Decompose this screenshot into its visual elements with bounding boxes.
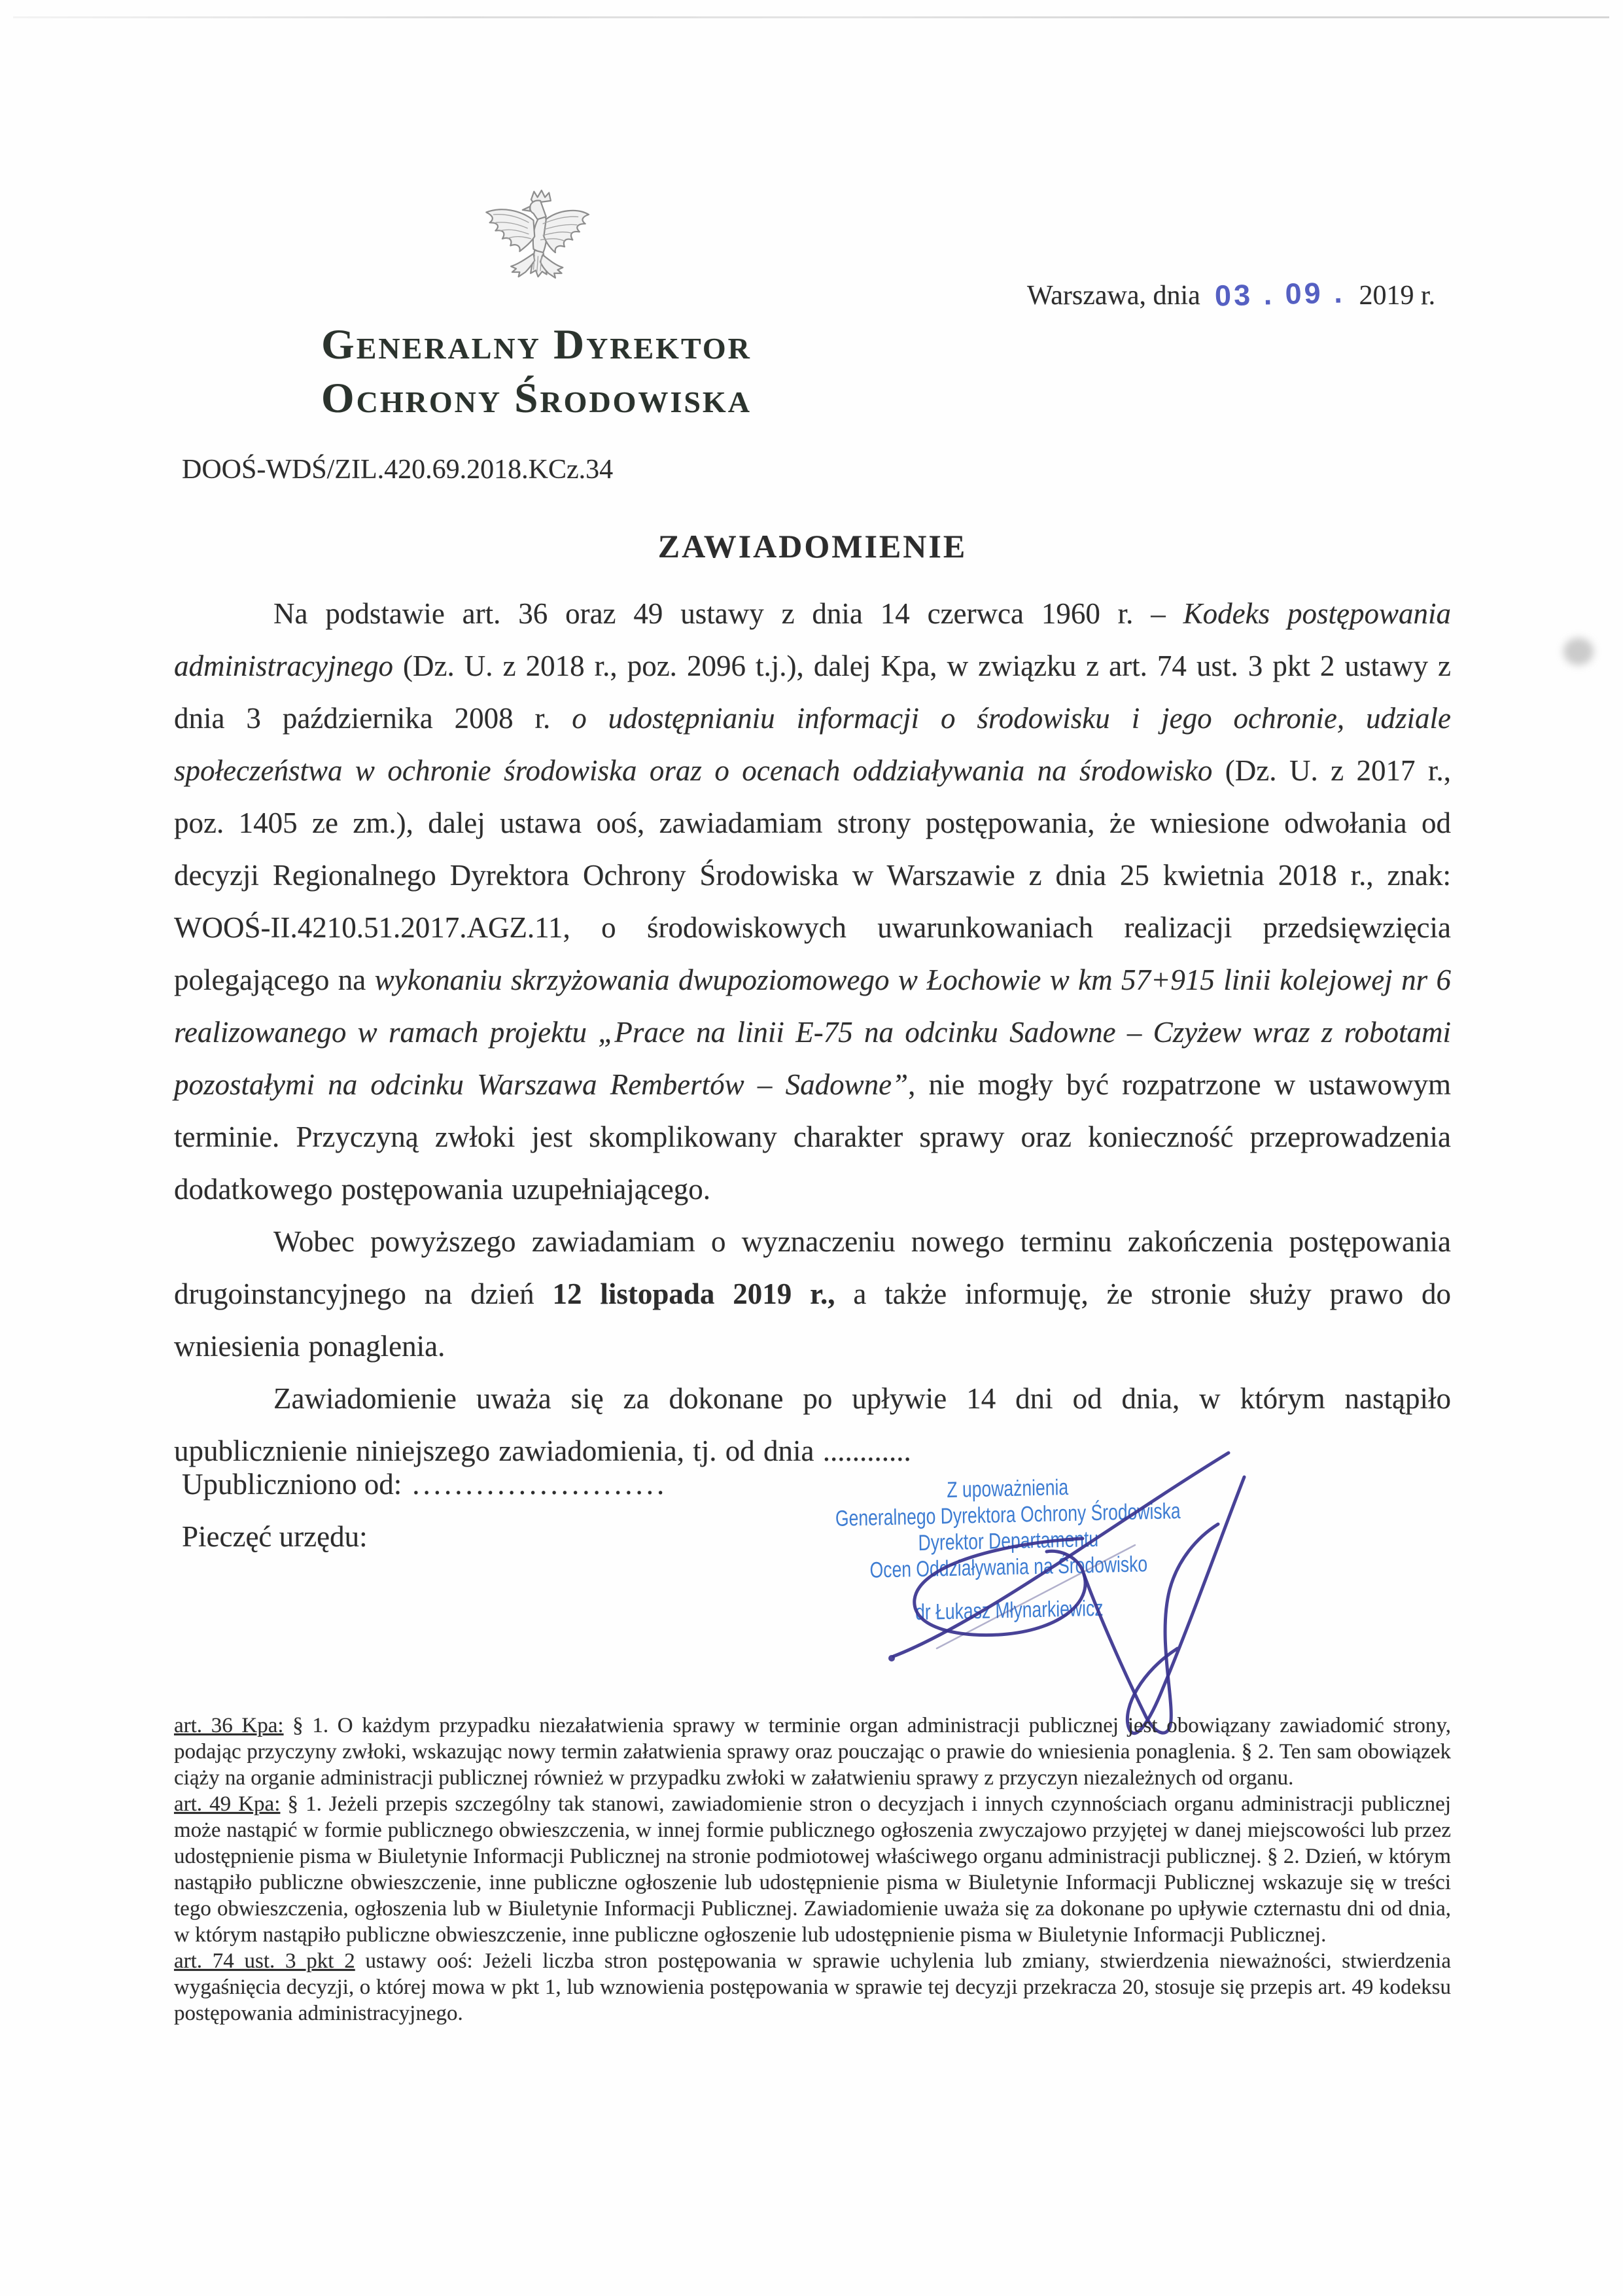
stamp-line-authority: Generalnego Dyrektora Ochrony Środowiska xyxy=(835,1499,1181,1531)
footnote-art74: art. 74 ust. 3 pkt 2 ustawy ooś: Jeżeli liczba stron postępowania w sprawie uchylenia lub zmiany, stwierdzenia nieważności, stwierdzenia wygaśnięcia decyzji, o której mowa w pkt 1, lub wznowienia postępowania w sprawie tej decyzji przekracza 20, stosuje się przepis art. 49 kodeksu postępowania administracyjnego. xyxy=(174,1949,1452,2025)
paragraph-new-deadline: Wobec powyższego zawiadamiam o wyznaczeniu nowego terminu zakończenia postępowania drugoinstancyjnego na dzień 12 listopada 2019 r., a także informuję, że stronie służy prawo do wniesienia ponaglenia. xyxy=(174,1225,1451,1363)
stamp-line-role: Dyrektor Departamentu xyxy=(918,1526,1099,1556)
published-from-line xyxy=(182,1467,667,1501)
published-from-label: Upubliczniono od: xyxy=(182,1468,402,1501)
date-stamp: 03 . 09 . xyxy=(1214,275,1346,313)
letterhead xyxy=(170,318,903,425)
polish-eagle-emblem xyxy=(478,186,593,301)
date-year: 2019 r. xyxy=(1359,281,1436,311)
footnote-art49: art. 49 Kpa: § 1. Jeżeli przepis szczególny tak stanowi, zawiadomienie stron o decyzjach i innych czynnościach organu administracji publicznej może nastąpić w formie publicznego obwieszczenia, w innej formie publicznego ogłoszenia zwyczajowo przyjętej w danej miejscowości lub przez udostępnienie pisma w Biuletynie Informacji Publicznej na stronie podmiotowej właściwego organu administracji publicznej. § 2. Dzień, w którym nastąpiło publiczne obwieszczenie, inne publiczne ogłoszenie lub udostępnienie pisma w Biuletynie Informacji Publicznej wskazuje się w treści tego obwieszczenia, ogłoszenia lub w Biuletynie Informacji Publicznej. Zawiadomienie uważa się za dokonane po upływie czternastu dni od dnia, w którym nastąpiło publiczne obwieszczenie, inne publiczne ogłoszenie lub udostępnienie pisma w Biuletynie Informacji Publicznej. xyxy=(174,1792,1452,1947)
signer-name: dr Łukasz Młynarkiewicz xyxy=(915,1595,1104,1626)
eagle-beak xyxy=(523,207,530,211)
reference-number: DOOŚ-WDŚ/ZIL.420.69.2018.KCz.34 xyxy=(182,455,614,485)
stamp-line-authorization: Z upoważnienia xyxy=(947,1474,1069,1503)
date-line xyxy=(1027,277,1435,311)
scan-artifact-line xyxy=(13,16,1609,18)
fill-in-dots: ........................ xyxy=(412,1468,668,1501)
seal-label: Pieczęć urzędu: xyxy=(182,1520,368,1553)
footnote-art36: art. 36 Kpa: § 1. O każdym przypadku niezałatwienia sprawy w terminie organ administracji publicznej jest obowiązany zawiadomić strony, podając przyczyny zwłoki, wskazując nowy termin załatwienia sprawy oraz pouczając o prawie do wniesienia ponaglenia. § 2. Ten sam obowiązek ciąży na organie administracji publicznej również w przypadku zwłoki w załatwieniu sprawy z przyczyn niezależnych od organu. xyxy=(174,1714,1451,1790)
paragraph-delivery-rule: Zawiadomienie uważa się za dokonane po upływie 14 dni od dnia, w którym nastąpiło upublicznienie niniejszego zawiadomienia, tj. od dnia ............ xyxy=(174,1382,1451,1467)
document-body xyxy=(174,587,1451,1477)
scan-artifact-smudge xyxy=(1563,638,1594,665)
paragraph-legal-basis: Na podstawie art. 36 oraz 49 ustawy z dnia 14 czerwca 1960 r. – Kodeks postępowania administracyjnego (Dz. U. z 2018 r., poz. 2096 t.j.), dalej Kpa, w związku z art. 74 ust. 3 pkt 2 ustawy z dnia 3 października 2008 r. o udostępnianiu informacji o środowisku i jego ochronie, udziale społeczeństwa w ochronie środowiska oraz o ocenach oddziaływania na środowisko (Dz. U. z 2017 r., poz. 1405 ze zm.), dalej ustawa ooś, zawiadamiam strony postępowania, że wniesione odwołania od decyzji Regionalnego Dyrektora Ochrony Środowiska w Warszawie z dnia 25 kwietnia 2018 r., znak: WOOŚ-II.4210.51.2017.AGZ.11, o środowiskowych uwarunkowaniach realizacji przedsięwzięcia polegającego na wykonaniu skrzyżowania dwupoziomowego w Łochowie w km 57+915 linii kolejowej nr 6 realizowanego w ramach projektu „Prace na linii E-75 na odcinku Sadowne – Czyżew wraz z robotami pozostałymi na odcinku Warszawa Rembertów – Sadowne”, nie mogły być rozpatrzone w ustawowym terminie. Przyczyną zwłoki jest skomplikowany charakter sprawy oraz konieczność przeprowadzenia dodatkowego postępowania uzupełniającego. xyxy=(174,597,1452,1206)
eagle-right-leg xyxy=(540,255,563,278)
footnotes xyxy=(174,1713,1451,2026)
document-title: ZAWIADOMIENIE xyxy=(657,528,968,565)
letterhead-line2: Ochrony Środowiska xyxy=(321,375,752,422)
stamp-line-department: Ocen Oddziaływania na Środowisko xyxy=(869,1552,1148,1583)
letterhead-line1: Generalny Dyrektor xyxy=(321,321,752,368)
date-prefix: Warszawa, dnia xyxy=(1027,281,1200,311)
